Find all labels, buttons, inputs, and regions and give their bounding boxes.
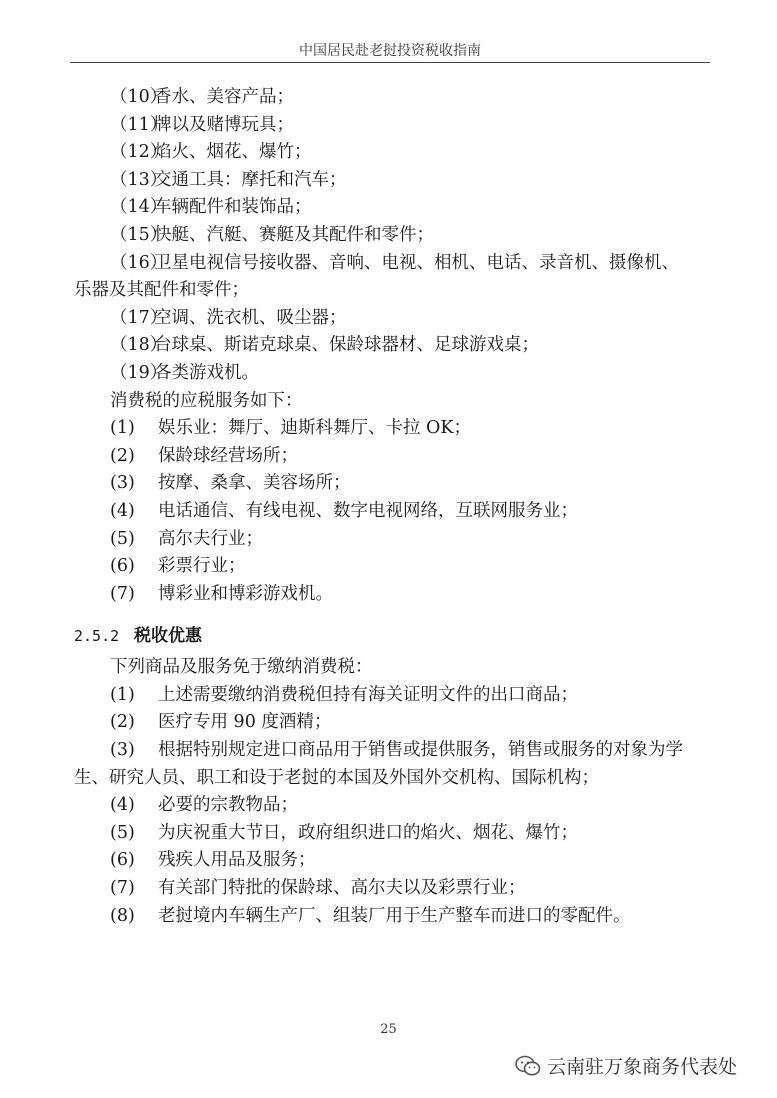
list-item-number: （15） bbox=[110, 224, 168, 245]
wechat-icon bbox=[515, 1055, 541, 1077]
list-item-text: 交通工具：摩托和汽车； bbox=[154, 169, 347, 190]
list-item-text: 老挝境内车辆生产厂、组装厂用于生产整车而进口的零配件。 bbox=[158, 905, 631, 926]
list-item bbox=[74, 360, 714, 388]
list-item-text: 车辆配件和装饰品； bbox=[154, 197, 312, 218]
list-item bbox=[74, 470, 714, 498]
list-item-text: 医疗专用 90 度酒精； bbox=[158, 712, 332, 733]
list-item bbox=[74, 682, 714, 710]
list-item-text: 香水、美容产品； bbox=[154, 87, 294, 107]
list-item-continuation: 生、研究人员、职工和设于老挝的本国及外国外交机构、国际机构； bbox=[74, 767, 599, 788]
list-item bbox=[74, 581, 714, 609]
list-item-number: (7) bbox=[110, 583, 135, 604]
list-item bbox=[74, 84, 714, 112]
list-item bbox=[74, 553, 714, 581]
list-item bbox=[74, 820, 714, 848]
list-item bbox=[74, 415, 714, 443]
watermark-text: 云南驻万象商务代表处 bbox=[547, 1056, 738, 1078]
list-item-number: （13） bbox=[110, 169, 168, 190]
running-header: 中国居民赴老挝投资税收指南 bbox=[299, 43, 481, 59]
list-item-number: (5) bbox=[110, 528, 135, 549]
list-item bbox=[74, 526, 714, 554]
list-item-number: （17） bbox=[110, 307, 168, 328]
list-item-number: （10） bbox=[110, 87, 168, 107]
list-item-number: (4) bbox=[110, 500, 135, 521]
list-item bbox=[74, 194, 714, 222]
list-item bbox=[74, 737, 714, 765]
list-item-text: 焰火、烟花、爆竹； bbox=[154, 142, 312, 163]
list-item-text: 台球桌、斯诺克球桌、保龄球器材、足球游戏桌； bbox=[154, 335, 539, 356]
list-item-number: （18） bbox=[110, 335, 168, 356]
list-item bbox=[74, 875, 714, 903]
list-item bbox=[74, 443, 714, 471]
list-item bbox=[74, 792, 714, 820]
list-item-text: 按摩、桑拿、美容场所； bbox=[158, 473, 351, 494]
list-item-number: (3) bbox=[110, 473, 135, 494]
list-item-text: 根据特别规定进口商品用于销售或提供服务，销售或服务的对象为学 bbox=[158, 740, 683, 761]
list-item-text: 高尔夫行业； bbox=[158, 528, 263, 549]
list-item bbox=[74, 903, 714, 931]
document-body bbox=[74, 84, 714, 930]
list-item-text: 电话通信、有线电视、数字电视网络，互联网服务业； bbox=[158, 500, 578, 521]
exempt-intro: 下列商品及服务免于缴纳消费税： bbox=[110, 657, 373, 678]
exempt-list bbox=[74, 682, 714, 930]
list-item bbox=[74, 222, 714, 250]
header-rule bbox=[70, 62, 710, 63]
list-item-number: （19） bbox=[110, 362, 168, 383]
section-number: 2.5.2 bbox=[74, 627, 120, 646]
list-item-text: 空调、洗衣机、吸尘器； bbox=[154, 307, 347, 328]
list-item-text: 残疾人用品及服务； bbox=[158, 850, 316, 871]
list-item-text: 博彩业和博彩游戏机。 bbox=[158, 583, 333, 604]
services-intro: 消费税的应税服务如下： bbox=[110, 390, 303, 411]
list-item bbox=[74, 709, 714, 737]
taxable-goods-list bbox=[74, 84, 714, 388]
list-item-number: (4) bbox=[110, 795, 135, 816]
list-item-number: (5) bbox=[110, 822, 135, 843]
list-item-text: 有关部门特批的保龄球、高尔夫以及彩票行业； bbox=[158, 878, 526, 899]
section-heading bbox=[74, 622, 714, 650]
list-item-text: 快艇、汽艇、赛艇及其配件和零件； bbox=[154, 224, 434, 245]
list-item bbox=[74, 498, 714, 526]
list-item bbox=[74, 139, 714, 167]
list-item-number: （14） bbox=[110, 197, 168, 218]
list-item-text: 保龄球经营场所； bbox=[158, 445, 298, 466]
list-item bbox=[74, 847, 714, 875]
list-item-number: (8) bbox=[110, 905, 135, 926]
list-item-text: 卫星电视信号接收器、音响、电视、相机、电话、录音机、摄像机、 bbox=[154, 252, 679, 273]
list-item-text: 各类游戏机。 bbox=[154, 362, 259, 383]
list-item-number: （16） bbox=[110, 252, 168, 273]
list-item-text: 娱乐业：舞厅、迪斯科舞厅、卡拉 OK； bbox=[158, 418, 471, 439]
list-item-number: (6) bbox=[110, 850, 135, 871]
list-item-number: (1) bbox=[110, 684, 135, 705]
list-item-number: (7) bbox=[110, 878, 135, 899]
list-item bbox=[74, 250, 714, 278]
list-item-text: 上述需要缴纳消费税但持有海关证明文件的出口商品； bbox=[158, 684, 578, 705]
list-item-number: (3) bbox=[110, 740, 135, 761]
list-item-number: （12） bbox=[110, 142, 168, 163]
list-item-text: 必要的宗教物品； bbox=[158, 795, 298, 816]
list-item bbox=[74, 167, 714, 195]
list-item bbox=[74, 112, 714, 140]
watermark bbox=[515, 1052, 737, 1079]
list-item bbox=[74, 305, 714, 333]
list-item bbox=[74, 332, 714, 360]
list-item-number: (6) bbox=[110, 556, 135, 577]
taxable-services-list bbox=[74, 415, 714, 608]
list-item-number: （11） bbox=[110, 114, 168, 135]
list-item-text: 牌以及赌博玩具； bbox=[154, 114, 294, 135]
list-item-number: (2) bbox=[110, 712, 135, 733]
list-item-number: (1) bbox=[110, 418, 135, 439]
list-item-text: 彩票行业； bbox=[158, 556, 246, 577]
list-item-number: (2) bbox=[110, 445, 135, 466]
section-title: 税收优惠 bbox=[134, 626, 202, 647]
page-number: 25 bbox=[380, 1022, 397, 1037]
list-item-continuation: 乐器及其配件和零件； bbox=[74, 280, 249, 301]
list-item-text: 为庆祝重大节日，政府组织进口的焰火、烟花、爆竹； bbox=[158, 822, 578, 843]
